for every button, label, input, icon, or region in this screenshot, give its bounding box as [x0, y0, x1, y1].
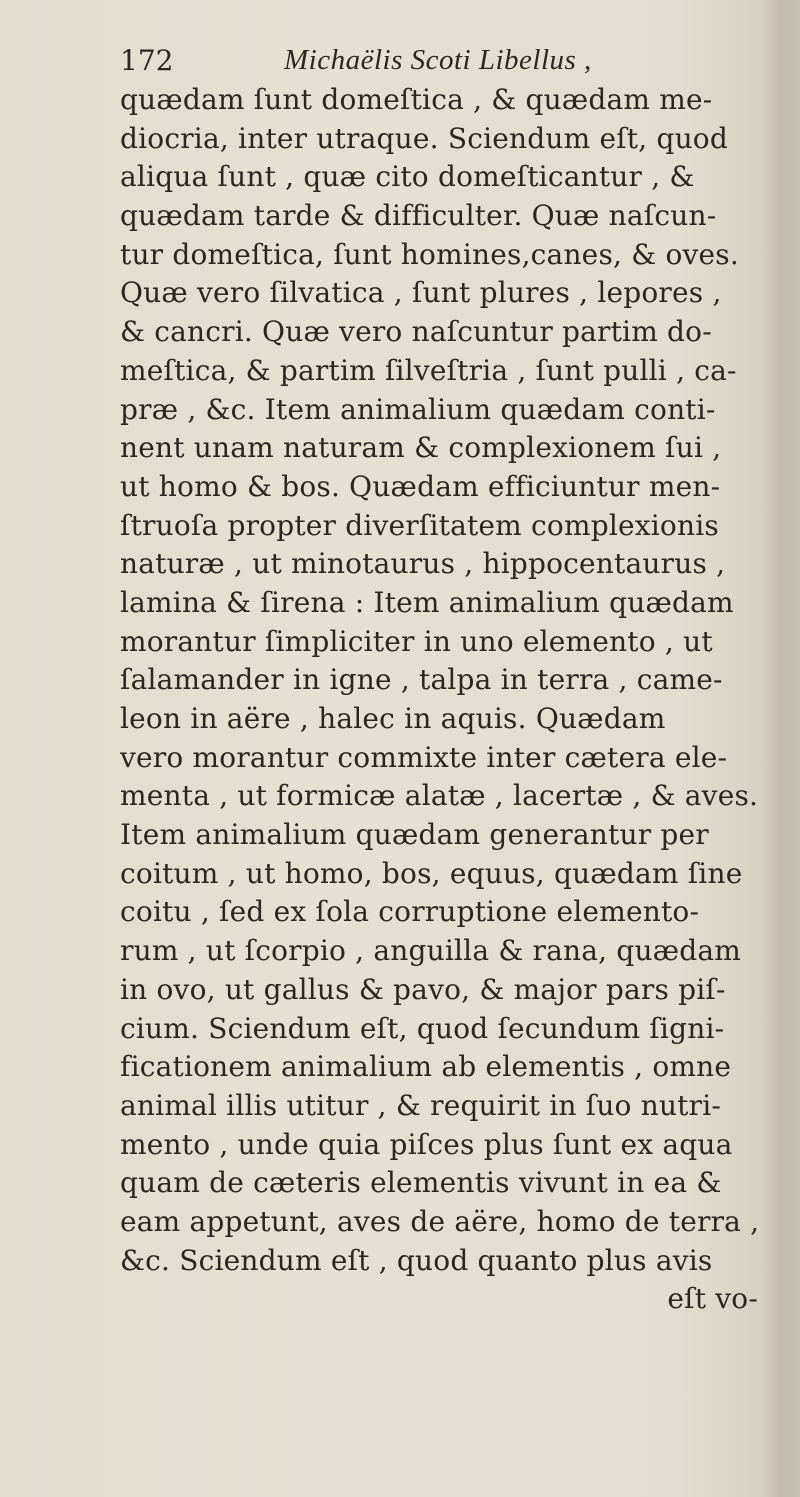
text-line: quædam ſunt domeſtica , & quædam me- — [120, 83, 713, 116]
text-line: tur domeſtica, ſunt homines,canes, & oves. — [120, 237, 739, 271]
text-line: eam appetunt, aves de aëre, homo de terra , — [120, 1204, 760, 1238]
text-line: cium. Sciendum eſt, quod ſecundum ſigni- — [120, 1011, 725, 1045]
text-line: & cancri. Quæ vero naſcuntur partim do- — [120, 315, 712, 349]
text-line: Quæ vero ſilvatica , ſunt plures , lepores , — [120, 276, 722, 310]
running-title: Michaëlis Scoti Libellus , — [284, 44, 592, 76]
text-line: ficationem animalium ab elementis , omne — [120, 1050, 732, 1084]
text-line: quædam tarde & difficulter. Quæ naſcun- — [120, 199, 717, 233]
text-line: vero morantur commixte inter cætera ele- — [120, 740, 728, 774]
text-line: naturæ , ut minotaurus , hippocentaurus , — [120, 547, 726, 581]
page-number: 172 — [120, 44, 174, 77]
catchword: eſt vo- — [667, 1282, 758, 1316]
text-line: quam de cæteris elementis vivunt in ea & — [120, 1166, 722, 1200]
text-line: &c. Sciendum eſt , quod quanto plus avis — [120, 1243, 713, 1277]
text-line: lamina & ſirena : Item animalium quædam — [120, 585, 734, 619]
text-line: ut homo & bos. Quædam efficiuntur men- — [120, 469, 721, 503]
text-line: coitum , ut homo, bos, equus, quædam ſine — [120, 856, 743, 890]
text-line: ſtruoſa propter diverſitatem complexionis — [120, 508, 719, 542]
text-line: leon in aëre , halec in aquis. Quædam — [120, 702, 666, 735]
text-line: rum , ut ſcorpio , anguilla & rana, quædam — [120, 934, 741, 968]
text-line: animal illis utitur , & requirit in ſuo nutri- — [120, 1088, 722, 1122]
text-line: ſalamander in igne , talpa in terra , came- — [120, 663, 723, 697]
text-line: nent unam naturam & complexionem ſui , — [120, 431, 722, 465]
text-line: coitu , ſed ex ſola corruptione elemento- — [120, 895, 700, 929]
text-line: meſtica, & partim ſilveſtria , ſunt pulli , ca- — [120, 353, 737, 387]
text-line: menta , ut formicæ alatæ , lacertæ , & aves. — [120, 779, 759, 813]
text-line: præ , &c. Item animalium quædam conti- — [120, 392, 716, 426]
body-text — [120, 81, 780, 1319]
page-header — [120, 44, 760, 84]
text-line: diocria, inter utraque. Sciendum eſt, quod — [120, 121, 728, 155]
text-line: aliqua ſunt , quæ cito domeſticantur , & — [120, 160, 695, 194]
text-line: morantur ſimpliciter in uno elemento , ut — [120, 624, 713, 658]
text-line: Item animalium quædam generantur per — [120, 818, 709, 852]
text-line: in ovo, ut gallus & pavo, & major pars piſ- — [120, 972, 726, 1006]
text-line: mento , unde quia piſces plus ſunt ex aqua — [120, 1127, 733, 1161]
